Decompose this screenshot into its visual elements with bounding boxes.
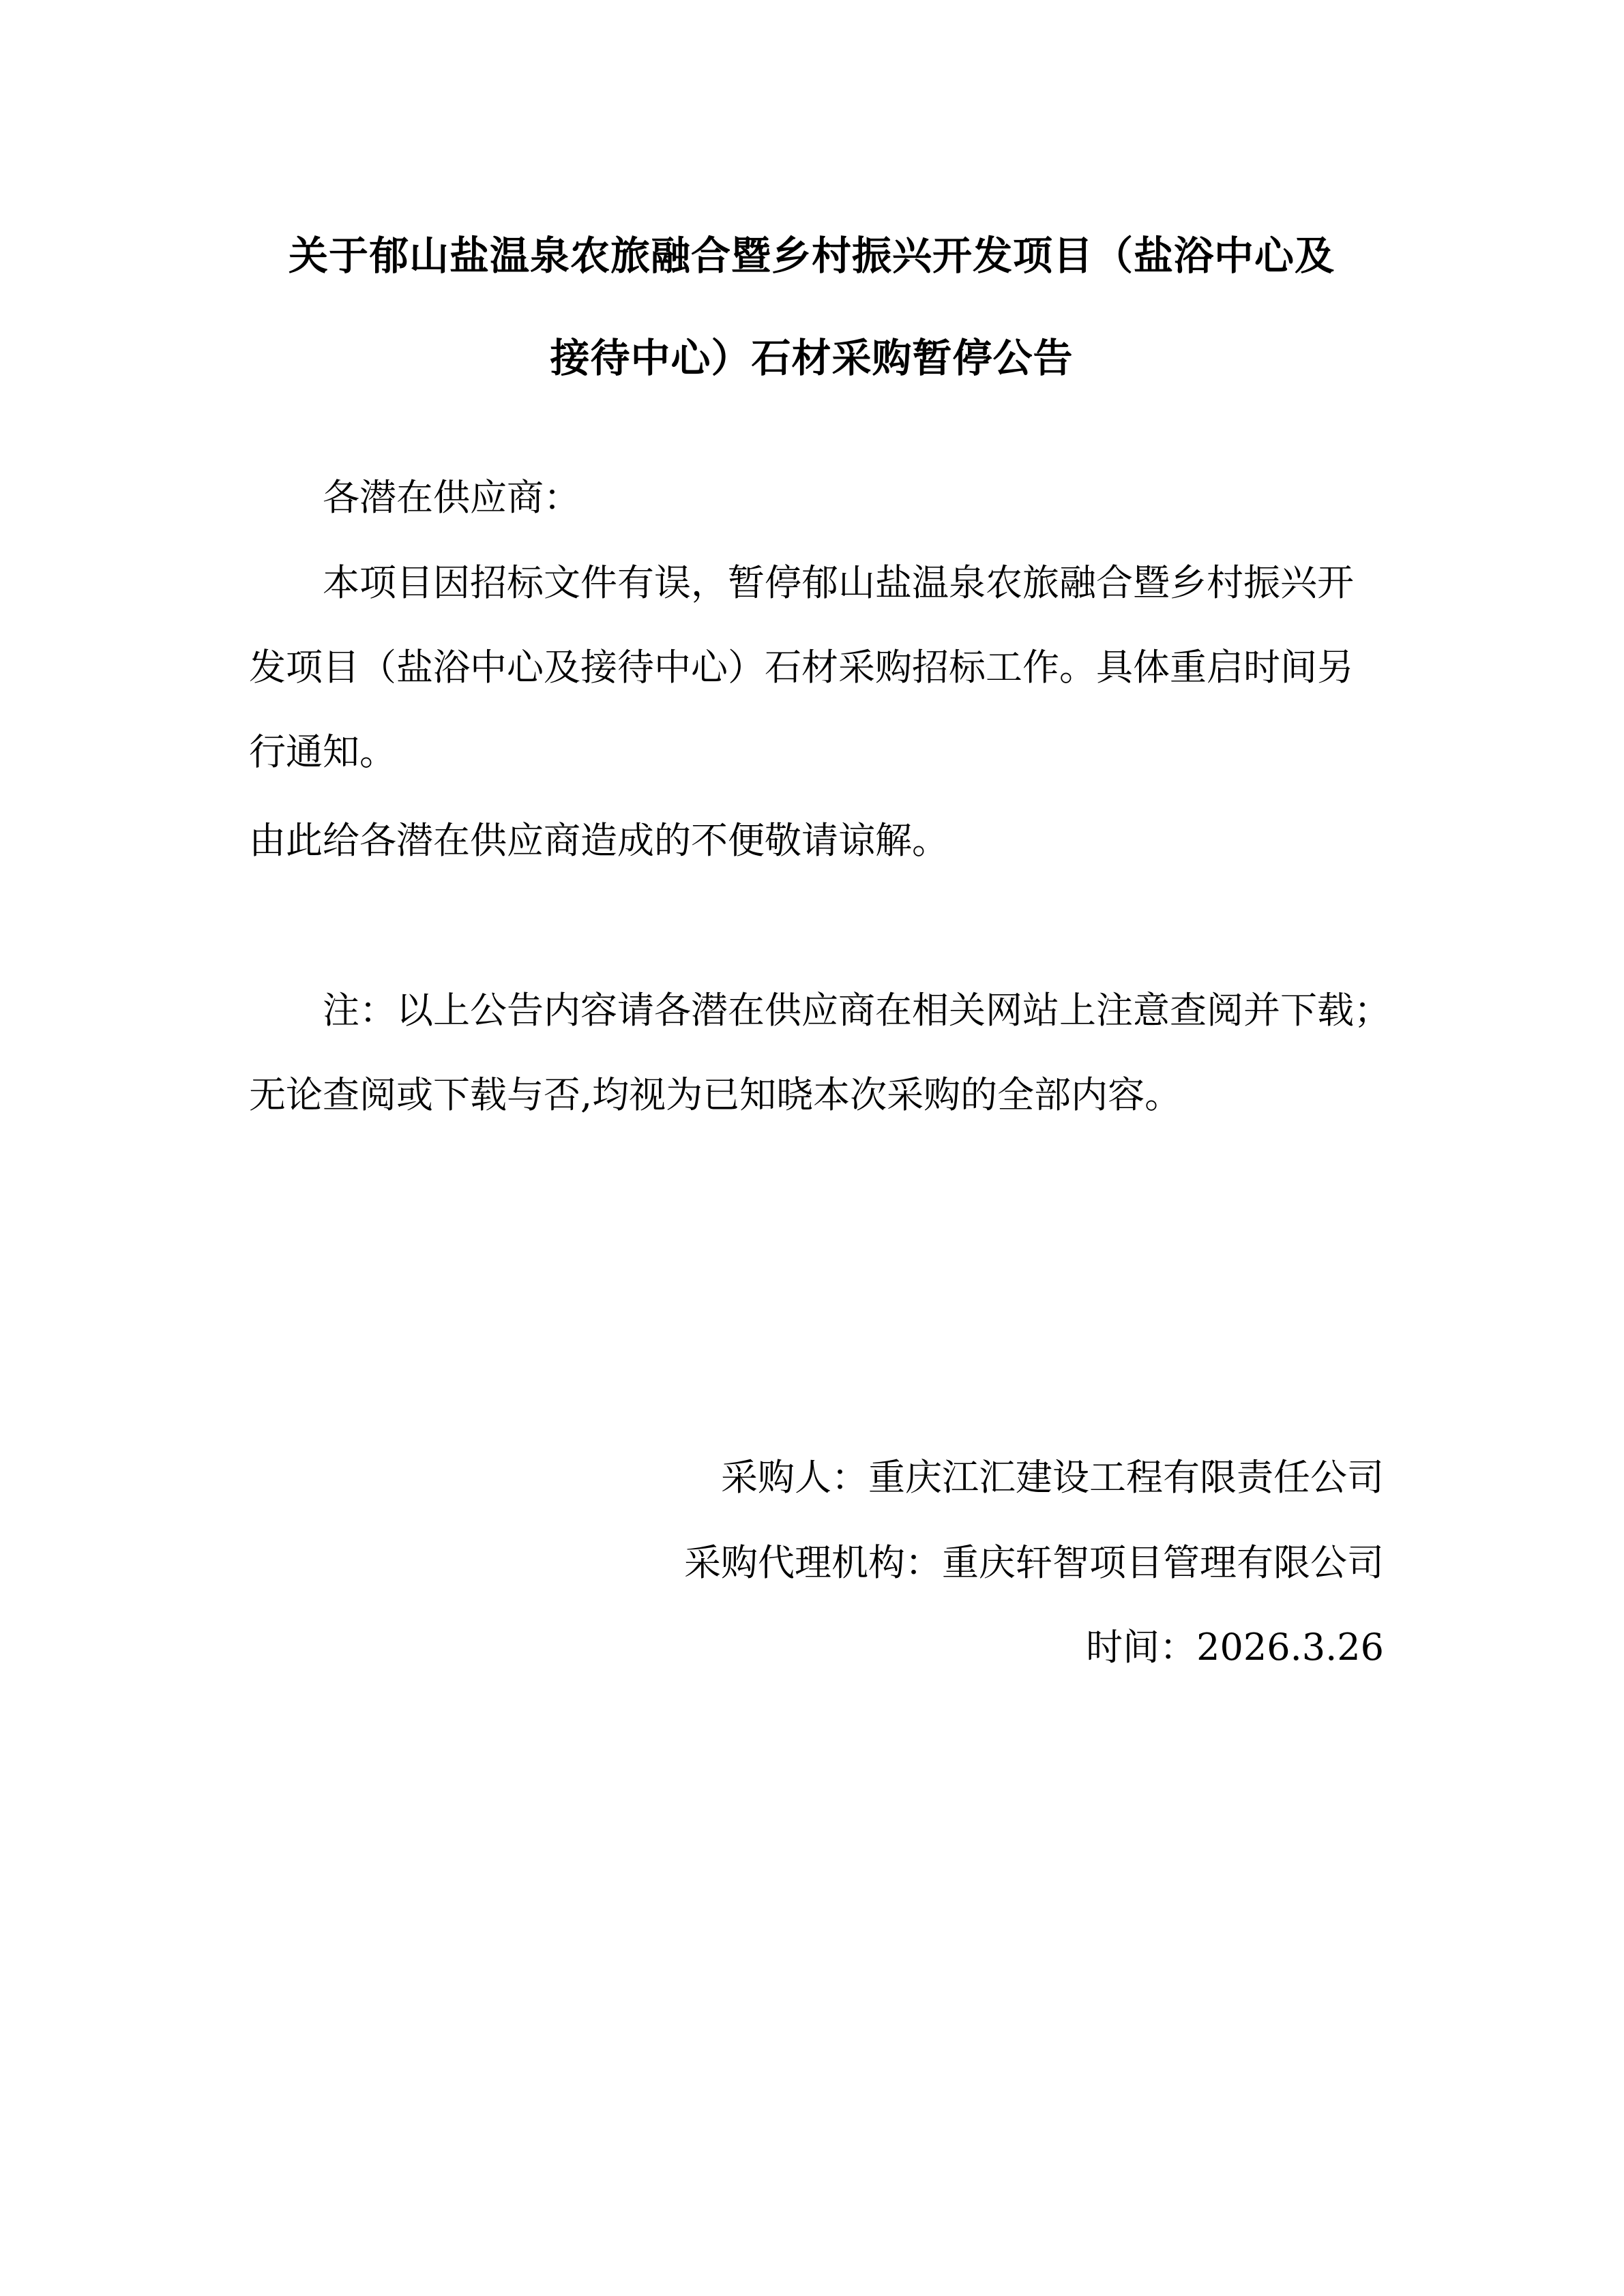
document-title	[242, 205, 1381, 409]
date-line: 时间：2026.3.26	[1086, 1626, 1384, 1669]
note-line-2: 无论查阅或下载与否,均视为已知晓本次采购的全部内容。	[249, 1073, 1182, 1116]
note-line-1: 注：以上公告内容请各潜在供应商在相关网站上注意查阅并下载；	[323, 989, 1391, 1032]
title-line-1: 关于郁山盐温泉农旅融合暨乡村振兴开发项目（盐浴中心及	[288, 233, 1335, 279]
title-line-2: 接待中心）石材采购暂停公告	[550, 335, 1074, 381]
main-paragraph-line-2: 发项目（盐浴中心及接待中心）石材采购招标工作。具体重启时间另	[249, 646, 1354, 689]
main-paragraph	[249, 541, 1388, 794]
main-paragraph-line-1: 本项目因招标文件有误，暂停郁山盐温泉农旅融合暨乡村振兴开	[323, 561, 1354, 604]
agency-line: 采购代理机构：重庆轩智项目管理有限公司	[684, 1541, 1384, 1584]
purchaser-line: 采购人：重庆江汇建设工程有限责任公司	[721, 1456, 1384, 1499]
note-paragraph	[249, 968, 1391, 1137]
salutation: 各潜在供应商：	[323, 476, 580, 519]
main-paragraph-line-3: 行通知。	[249, 730, 396, 773]
apology-text: 由此给各潜在供应商造成的不便敬请谅解。	[249, 819, 949, 862]
